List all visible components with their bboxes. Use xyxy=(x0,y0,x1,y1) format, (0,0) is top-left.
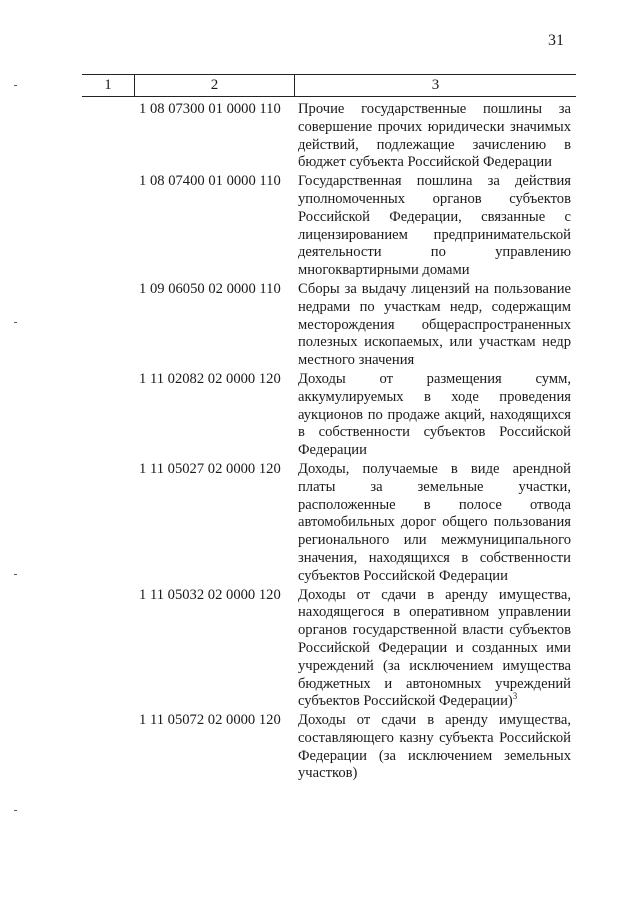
table-header xyxy=(82,74,576,97)
budget-code: 1 11 05072 02 0000 120 xyxy=(139,712,281,729)
income-description: Доходы от размещения сумм, аккумулируемых в ходе проведения аукционов по продаже акций, находящихся в собственности субъектов Российской Федерации xyxy=(298,370,571,459)
budget-code: 1 08 07300 01 0000 110 xyxy=(139,101,281,117)
table-row xyxy=(82,101,572,172)
table-row xyxy=(82,173,572,280)
income-description: Доходы, получаемые в виде арендной платы за земельные участки, расположенные в полосе отвода автомобильных дорог общего пользования регионального или межмуниципального значения, находящихся в собственности субъектов Российской Федерации xyxy=(298,460,571,584)
margin-scan-mark xyxy=(14,85,17,86)
header-col-2: 2 xyxy=(135,75,295,96)
income-description: Доходы от сдачи в аренду имущества, составляющего казну субъекта Российской Федерации (за исключением земельных участков) xyxy=(298,712,571,782)
income-description: Прочие государственные пошлины за совершение прочих юридически значимых действий, подлежащие зачислению в бюджет субъекта Российской Федерации xyxy=(298,101,571,171)
page-number: 31 xyxy=(548,32,564,49)
margin-scan-mark xyxy=(14,810,17,811)
budget-code: 1 11 05032 02 0000 120 xyxy=(139,586,281,603)
income-description-text: Доходы от сдачи в аренду имущества, находящегося в оперативном управлении органов государственной власти субъектов Российской Федерации и созданных ими учреждений (за исключением имущества бюджетных и автономных учреждений субъектов Российской Федерации) xyxy=(298,586,571,710)
budget-code: 1 11 02082 02 0000 120 xyxy=(139,370,281,387)
margin-scan-mark xyxy=(14,322,17,323)
margin-scan-mark xyxy=(14,574,17,575)
footnote-mark: 3 xyxy=(512,691,518,702)
table-row xyxy=(82,461,572,586)
income-description: Сборы за выдачу лицензий на пользование недрами по участкам недр, содержащим месторождения общераспространенных полезных ископаемых, или участкам недр местного значения xyxy=(298,280,571,369)
income-description: Государственная пошлина за действия уполномоченных органов субъектов Российской Федерации, связанные с лицензированием предпринимательской деятельности по управлению многоквартирными домами xyxy=(298,173,571,279)
header-col-1: 1 xyxy=(82,75,135,96)
table-body xyxy=(82,101,572,784)
table-row xyxy=(82,281,572,370)
table-row xyxy=(82,587,572,712)
budget-code: 1 09 06050 02 0000 110 xyxy=(139,280,281,297)
table-row xyxy=(82,371,572,460)
table-row xyxy=(82,712,572,783)
income-description xyxy=(298,587,571,712)
header-col-3: 3 xyxy=(431,77,440,93)
budget-code: 1 11 05027 02 0000 120 xyxy=(139,460,281,477)
budget-code: 1 08 07400 01 0000 110 xyxy=(139,173,281,190)
